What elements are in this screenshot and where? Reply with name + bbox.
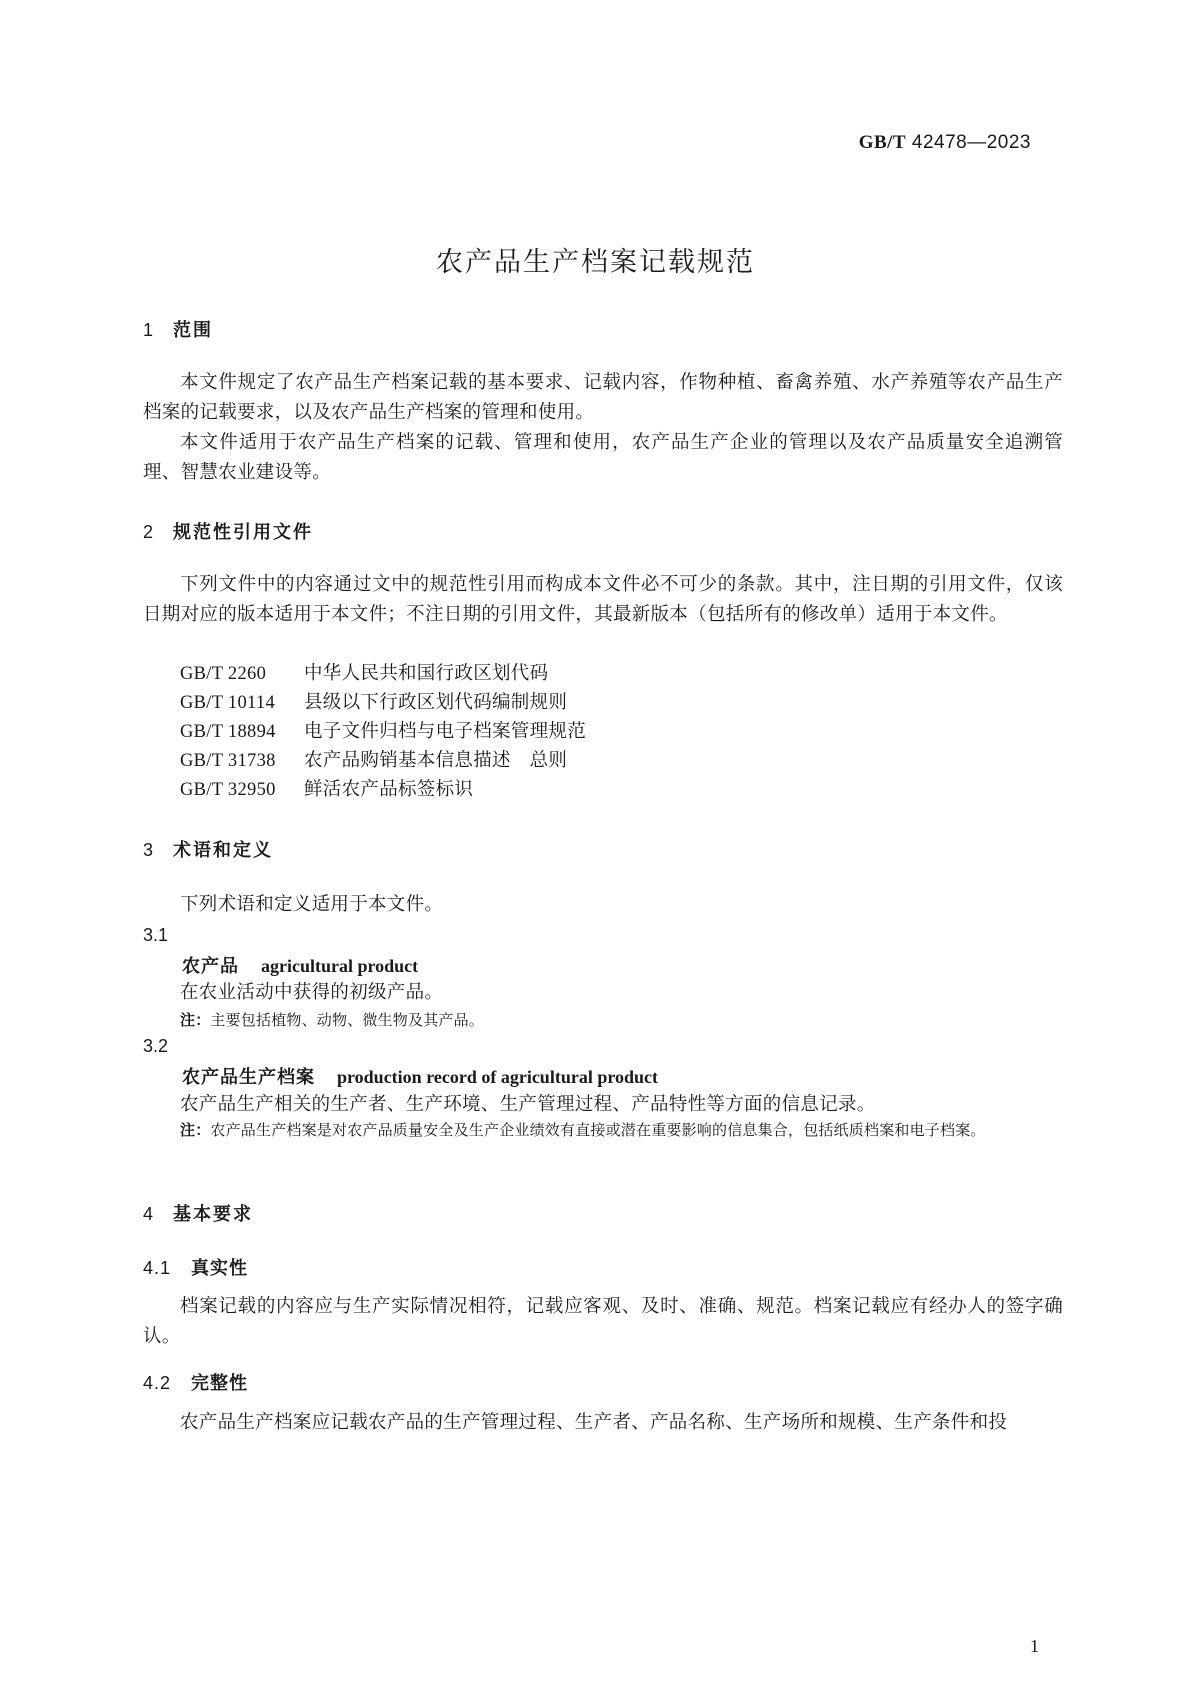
term-note xyxy=(180,1008,1090,1032)
section-1-heading xyxy=(143,316,213,342)
note-label: 注： xyxy=(180,1121,211,1139)
reference-item xyxy=(180,746,567,776)
reference-title: 县级以下行政区划代码编制规则 xyxy=(304,692,568,713)
section-title: 基本要求 xyxy=(173,1204,253,1225)
reference-title: 中华人民共和国行政区划代码 xyxy=(304,663,549,684)
subsection-number: 4.1 xyxy=(143,1258,172,1278)
term-english: agricultural product xyxy=(261,956,419,976)
section-title: 术语和定义 xyxy=(173,840,273,861)
subsection-4-2-heading xyxy=(143,1369,248,1395)
term-heading xyxy=(182,952,418,978)
reference-item xyxy=(180,659,548,689)
subsection-4-1-heading xyxy=(143,1254,248,1280)
section-number: 4 xyxy=(143,1204,156,1224)
reference-item xyxy=(180,688,567,718)
section-title: 规范性引用文件 xyxy=(173,522,313,543)
subsection-number: 4.2 xyxy=(143,1373,172,1393)
note-text: 主要包括植物、动物、微生物及其产品。 xyxy=(210,1011,485,1029)
term-note xyxy=(180,1118,1090,1142)
term-heading xyxy=(182,1063,658,1089)
term-number: 3.1 xyxy=(143,925,169,945)
reference-item xyxy=(180,775,473,805)
subsection-title: 完整性 xyxy=(191,1373,248,1394)
term-chinese: 农产品生产档案 xyxy=(182,1067,315,1088)
reference-code: GB/T 18894 xyxy=(180,722,276,742)
note-text: 农产品生产档案是对农产品质量安全及生产企业绩效有直接或潜在重要影响的信息集合，包括纸质档案和电子档案。 xyxy=(210,1121,986,1139)
document-title: 农产品生产档案记载规范 xyxy=(436,247,755,278)
reference-code: GB/T 10114 xyxy=(180,693,275,713)
term-definition: 在农业活动中获得的初级产品。 xyxy=(180,982,444,1003)
section-number: 3 xyxy=(143,840,156,860)
standard-prefix: GB/T xyxy=(858,132,907,153)
section-1-paragraph-2: 本文件适用于农产品生产档案的记载、管理和使用，农产品生产企业的管理以及农产品质量安全追溯管理、智慧农业建设等。 xyxy=(143,432,1063,483)
section-3-intro: 下列术语和定义适用于本文件。 xyxy=(180,894,444,915)
reference-item xyxy=(180,717,586,747)
section-2-paragraph: 下列文件中的内容通过文中的规范性引用而构成本文件必不可少的条款。其中，注日期的引用文件，仅该日期对应的版本适用于本文件；不注日期的引用文件，其最新版本（包括所有的修改单）适用于本文件。 xyxy=(143,574,1063,625)
section-number: 1 xyxy=(143,320,156,340)
term-definition: 农产品生产相关的生产者、生产环境、生产管理过程、产品特性等方面的信息记录。 xyxy=(180,1094,876,1115)
subsection-title: 真实性 xyxy=(191,1258,248,1279)
section-title: 范围 xyxy=(173,320,213,341)
reference-title: 电子文件归档与电子档案管理规范 xyxy=(304,721,587,742)
term-chinese: 农产品 xyxy=(182,956,239,977)
section-2-heading xyxy=(143,518,313,544)
section-1-paragraph-1: 本文件规定了农产品生产档案记载的基本要求、记载内容，作物种植、畜禽养殖、水产养殖等农产品生产档案的记载要求，以及农产品生产档案的管理和使用。 xyxy=(143,372,1063,423)
subsection-4-1-paragraph: 档案记载的内容应与生产实际情况相符，记载应客观、及时、准确、规范。档案记载应有经办人的签字确认。 xyxy=(143,1296,1063,1347)
reference-code: GB/T 32950 xyxy=(180,780,276,800)
reference-title: 农产品购销基本信息描述 总则 xyxy=(304,750,568,771)
section-number: 2 xyxy=(143,522,156,542)
term-english: production record of agricultural product xyxy=(337,1067,658,1087)
standard-code: 42478—2023 xyxy=(911,132,1031,153)
reference-code: GB/T 31738 xyxy=(180,751,276,771)
standard-number xyxy=(859,132,1031,154)
reference-code: GB/T 2260 xyxy=(180,664,267,684)
section-3-heading xyxy=(143,836,273,862)
note-label: 注： xyxy=(180,1011,211,1029)
term-number: 3.2 xyxy=(143,1036,169,1056)
section-4-heading xyxy=(143,1200,253,1226)
page-number: 1 xyxy=(1030,1636,1039,1656)
reference-title: 鲜活农产品标签标识 xyxy=(304,779,474,800)
subsection-4-2-paragraph: 农产品生产档案应记载农产品的生产管理过程、生产者、产品名称、生产场所和规模、生产条件和投 xyxy=(180,1412,1008,1433)
